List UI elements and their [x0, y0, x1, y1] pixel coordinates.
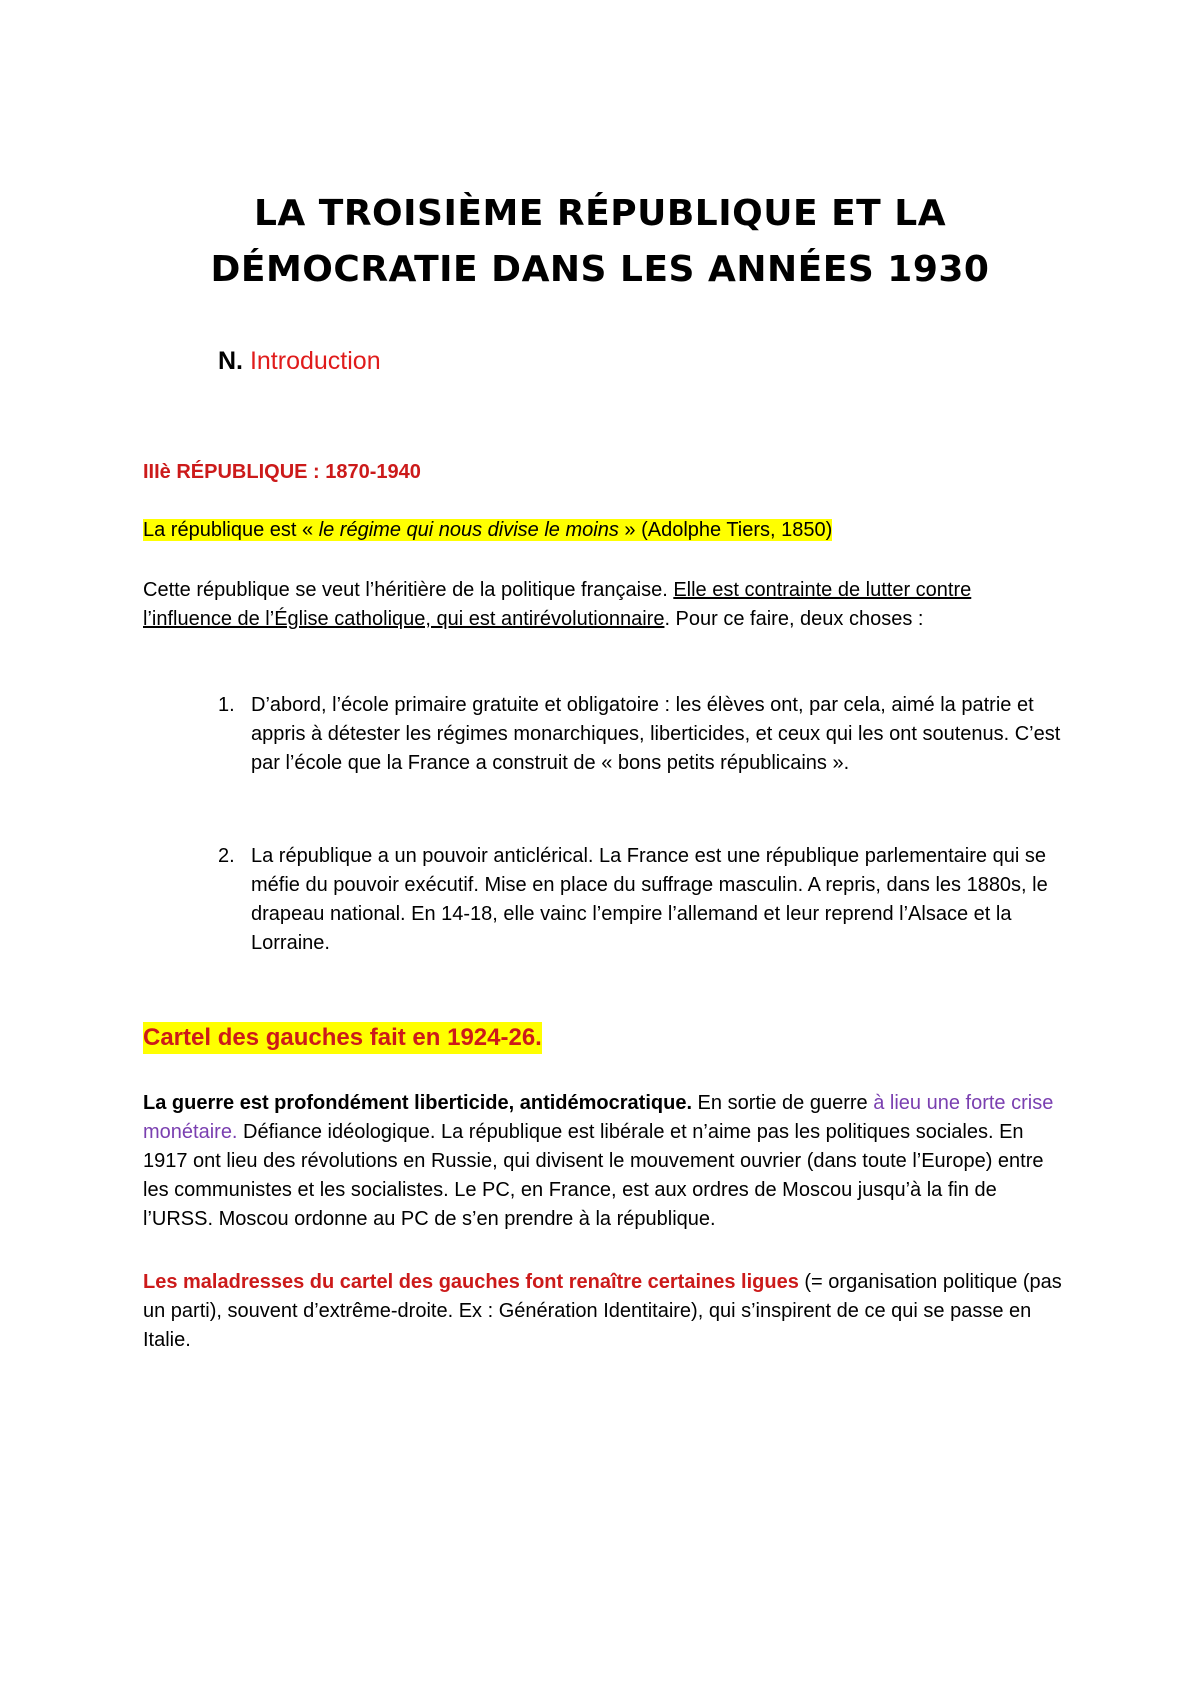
list-item	[218, 842, 1078, 958]
para2-bold: La guerre est profondément liberticide, antidémocratique.	[143, 1092, 692, 1114]
period-label: IIIè RÉPUBLIQUE : 1870-1940	[143, 461, 421, 483]
list-item	[218, 691, 1078, 778]
section-label: Introduction	[249, 347, 381, 375]
para1-part2: . Pour ce faire, deux choses :	[664, 608, 924, 630]
title-line-1: LA TROISIÈME RÉPUBLIQUE ET LA	[253, 193, 947, 234]
para1-part1: Cette république se veut l’héritière de la politique française.	[143, 579, 674, 601]
paragraph-ligues	[143, 1268, 1073, 1355]
list-marker: 2.	[218, 845, 235, 867]
quote-line	[143, 516, 1093, 545]
quote-suffix: » (Adolphe Tiers, 1850)	[618, 519, 833, 541]
section-heading-introduction	[218, 347, 381, 376]
para2-part1: En sortie de guerre	[692, 1092, 874, 1114]
section-number: N.	[218, 347, 243, 375]
para3-red: Les maladresses du cartel des gauches font renaître certaines ligues	[143, 1271, 799, 1293]
list-marker: 1.	[218, 694, 235, 716]
quote-text: le régime qui nous divise le moins	[318, 519, 619, 541]
para1-underlined: Elle est contrainte de lutter contre l’influence de l’Église catholique, qui est antirévolutionnaire	[143, 579, 972, 630]
para2-purple: à lieu une forte crise monétaire.	[143, 1092, 1054, 1143]
list-item-text: La république a un pouvoir anticlérical. La France est une république parlementaire qui se méfie du pouvoir exécutif. Mise en place du suffrage masculin. A repris, dans les 1880s, le drapeau national. En 14-18, elle vainc l’empire l’allemand et leur reprend l’Alsace et la Lorraine.	[251, 845, 1048, 954]
quote-prefix: La république est «	[143, 519, 319, 541]
numbered-list-2	[218, 842, 1078, 958]
cartel-heading: Cartel des gauches fait en 1924-26.	[143, 1022, 542, 1054]
numbered-list	[218, 691, 1078, 778]
list-item-text: D’abord, l’école primaire gratuite et obligatoire : les élèves ont, par cela, aimé la patrie et appris à détester les régimes monarchiques, liberticides, et ceux qui les ont soutenus. C’est par l’école que la France a construit de « bons petits républicains ».	[251, 694, 1061, 774]
paragraph-war	[143, 1089, 1063, 1234]
para2-part2: Défiance idéologique. La république est libérale et n’aime pas les politiques sociales. En 1917 ont lieu des révolutions en Russie, qui divisent le mouvement ouvrier (dans toute l’Europe) entre les communistes et les socialistes. Le PC, en France, est aux ordres de Moscou jusqu’à la fin de l’URSS. Moscou ordonne au PC de s’en prendre à la république.	[143, 1121, 1044, 1230]
document-title	[110, 186, 1090, 298]
paragraph-heritage	[143, 576, 1033, 634]
title-line-2: DÉMOCRATIE DANS LES ANNÉES 1930	[210, 249, 990, 290]
para3-rest: (= organisation politique (pas un parti), souvent d’extrême-droite. Ex : Génération Identitaire), qui s’inspirent de ce qui se passe en Italie.	[143, 1271, 1062, 1351]
